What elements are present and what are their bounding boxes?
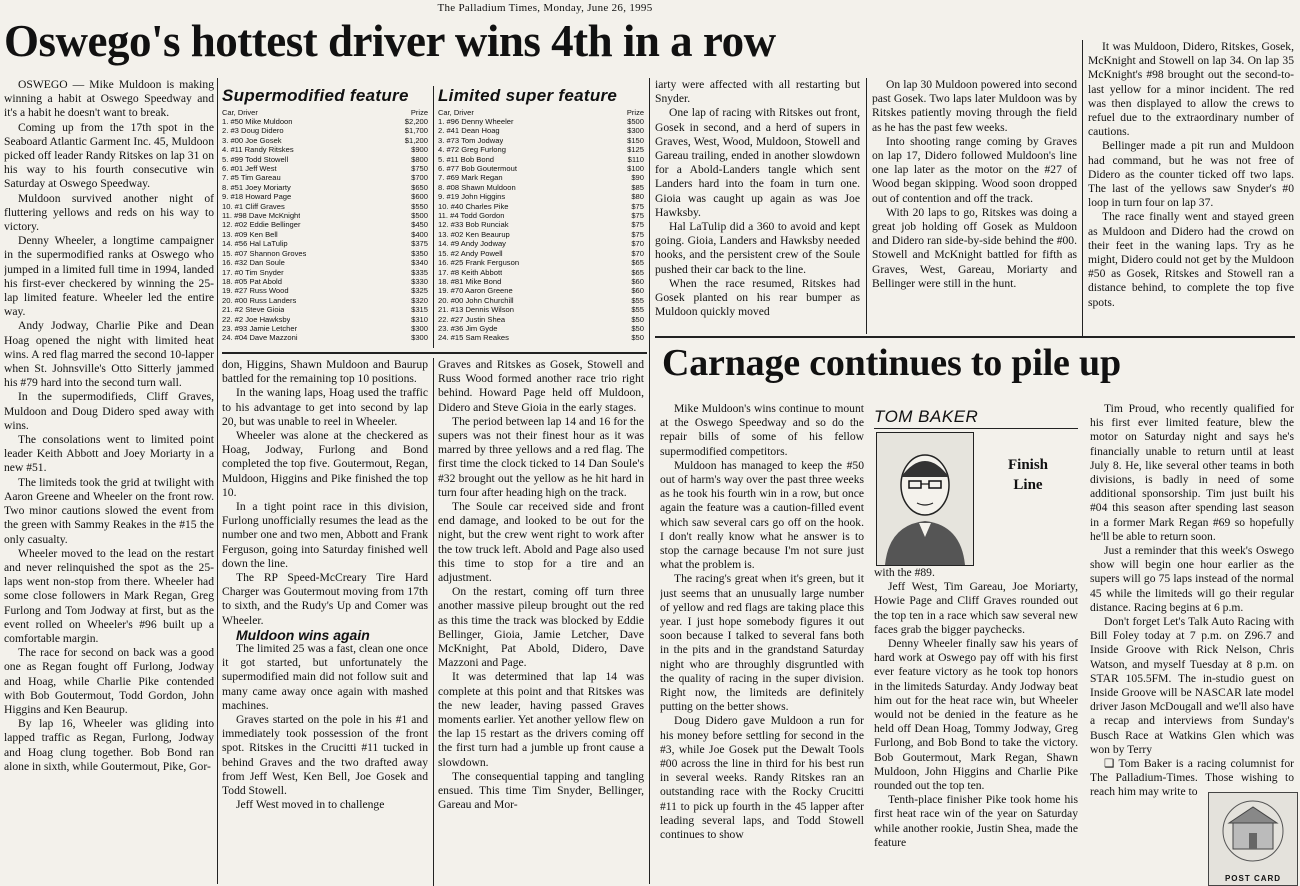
result-driver: 8. #51 Joey Moriarty <box>222 182 291 192</box>
result-driver: 24. #04 Dave Mazzoni <box>222 333 298 343</box>
paragraph: Graves started on the pole in his #1 and immediately took possession of the front spot. Ritskes in the Crucitti #11 tucked in behind Graves and the two drafted away from Jeff West, Ken Bell, Joe Gosek and Todd Stowell. <box>222 713 428 798</box>
result-driver: 17. #8 Keith Abbott <box>438 267 503 277</box>
result-prize: $125 <box>627 145 644 155</box>
result-prize: $75 <box>631 220 644 230</box>
result-prize: $75 <box>631 229 644 239</box>
result-prize: $375 <box>411 239 428 249</box>
result-row <box>438 173 644 182</box>
logo-line-2: Line <box>1013 477 1043 493</box>
result-prize: $650 <box>411 182 428 192</box>
result-row <box>222 333 428 342</box>
result-prize: $500 <box>627 117 644 126</box>
result-prize: $330 <box>411 276 428 286</box>
result-row <box>222 202 428 211</box>
result-prize: $75 <box>631 201 644 211</box>
result-row <box>222 296 428 305</box>
result-driver: 16. #25 Frank Ferguson <box>438 258 520 268</box>
result-row <box>222 268 428 277</box>
result-row <box>438 117 644 126</box>
subhead-muldoon-wins: Muldoon wins again <box>236 626 370 643</box>
col-header-prize: Prize <box>626 108 644 117</box>
result-row <box>222 145 428 154</box>
paragraph: On the restart, coming off turn three another massive pileup brought out the red as this time the track was blocked by Eddie Bellinger, Gioia, Jamie Letcher, Dave McKnight, Pat Abold, Didero, Dave Mazzoni and Page. <box>438 585 644 670</box>
result-row <box>438 183 644 192</box>
paragraph: Mike Muldoon's wins continue to mount at the Oswego Speedway and so do the repair bills of some of his fellow supermodified competitors. <box>660 402 864 458</box>
result-row <box>222 305 428 314</box>
result-row <box>222 220 428 229</box>
result-prize: $700 <box>411 173 428 183</box>
result-driver: 15. #07 Shannon Groves <box>222 248 307 258</box>
result-row <box>438 333 644 342</box>
paragraph: Jeff West moved in to challenge <box>236 798 385 812</box>
paragraph: with the #89. <box>874 566 935 579</box>
result-prize: $85 <box>631 182 644 192</box>
result-driver: 13. #09 Ken Bell <box>222 229 278 239</box>
result-row <box>222 164 428 173</box>
result-row <box>222 315 428 324</box>
result-driver: 12. #33 Bob Runciak <box>438 220 509 230</box>
result-driver: 5. #99 Todd Stowell <box>222 154 289 164</box>
result-driver: 15. #2 Andy Powell <box>438 248 503 258</box>
result-driver: 6. #77 Bob Goutermout <box>438 164 517 174</box>
col-header-car: Car, Driver <box>222 108 258 117</box>
article-column-4 <box>655 78 860 336</box>
result-row <box>438 305 644 314</box>
result-row <box>222 286 428 295</box>
result-row <box>438 324 644 333</box>
paragraph: Muldoon survived another night of fluttering yellows and reds on his way to victory. <box>4 191 214 234</box>
result-driver: 24. #15 Sam Reakes <box>438 333 509 343</box>
result-prize: $55 <box>631 295 644 305</box>
finish-line-logo <box>978 455 1078 495</box>
result-prize: $80 <box>631 192 644 202</box>
result-prize: $335 <box>411 267 428 277</box>
result-driver: 18. #05 Pat Abold <box>222 276 282 286</box>
result-prize: $60 <box>631 276 644 286</box>
result-row <box>222 249 428 258</box>
paragraph: Bellinger made a pit run and Muldoon had command, but he was not free of Didero as the counter ticked off two laps. The last of the yellows saw Snyder's #0 loop in turn four on lap 37. <box>1088 139 1294 210</box>
paragraph: In a tight point race in this division, Furlong unofficially resumes the lead as the number one and two men, Abbott and Frank Ferguson, going into Saturday finished well down the line. <box>222 500 428 570</box>
result-prize: $55 <box>631 305 644 315</box>
article-column-6 <box>1088 40 1294 336</box>
result-prize: $75 <box>631 211 644 221</box>
result-prize: $65 <box>631 258 644 268</box>
paragraph: The consolations went to limited point leader Keith Abbott and Joey Moriarty in a new #51. <box>4 433 214 475</box>
result-row <box>438 202 644 211</box>
limited-results-box <box>438 86 644 348</box>
result-row <box>438 249 644 258</box>
result-prize: $100 <box>627 164 644 174</box>
limited-results-list <box>438 117 644 343</box>
result-prize: $60 <box>631 286 644 296</box>
result-driver: 11. #98 Dave McKnight <box>222 211 301 221</box>
column-divider <box>866 78 867 334</box>
result-prize: $320 <box>411 295 428 305</box>
paragraph: Don't forget Let's Talk Auto Racing with Bill Foley today at 7 p.m. on Z96.7 and Inside Groove with Rick Nelson, Chris Watson, and myself Tuesday at 8 p.m. on STAR 105.5FM. The in-studio guest on Inside Groove will be NASCAR late model driver Jason McDougall and we'll also have a recap and interviews from Sunday's Busch Race at Watkins Glen which was won by Terry <box>1090 615 1294 756</box>
article-column-2 <box>222 358 428 886</box>
paragraph: Denny Wheeler, a longtime campaigner in the supermodified ranks at Oswego who jumped in a limited full time in 1994, landed his first-ever checkered by winning the 25-lap limited feature. Wheeler led the entire way. <box>4 234 214 319</box>
result-row <box>438 145 644 154</box>
result-driver: 18. #81 Mike Bond <box>438 276 502 286</box>
article-column-1 <box>4 78 214 886</box>
paragraph: Doug Didero gave Muldoon a run for his money before settling for second in the #3, while Joe Gosek put the Dewalt Tools #00 across the line in third for his best run in several weeks. Randy Ritskes ran an outstanding race with the Rocky Crucitti #11 to pick up fourth in the 45 lapper after leading several laps, and Todd Stowell continues to show <box>660 714 864 842</box>
paragraph: It was Muldoon, Didero, Ritskes, Gosek, McKnight and Stowell on lap 34. On lap 35 McKnight's #98 brought out the second-to-last yellow for a minor incident. The red was then displayed to allow the crews to refuel due to the extraordinary number of cautions. <box>1088 40 1294 139</box>
column-divider <box>649 78 650 884</box>
result-driver: 12. #02 Eddie Bellinger <box>222 220 301 230</box>
paragraph: Jeff West, Tim Gareau, Joe Moriarty, Howie Page and Cliff Graves rounded out the top ten in a race which saw several new faces grab the bigger paychecks. <box>874 580 1078 636</box>
result-driver: 4. #11 Randy Ritskes <box>222 145 294 155</box>
result-driver: 23. #36 Jim Gyde <box>438 323 498 333</box>
result-row <box>438 155 644 164</box>
box-bottom-rule <box>222 352 647 354</box>
result-prize: $310 <box>411 314 428 324</box>
supermodified-results-box <box>222 86 428 348</box>
paragraph: Tenth-place finisher Pike took home his first heat race win of the year on Saturday while another rookie, Justin Shea, made the feature <box>874 793 1078 849</box>
paragraph: Muldoon has managed to keep the #50 out of harm's way over the past three weeks as he took his fourth win in a row, but once again the feature was a caution-filled event which saw several cars go off on the hook. I don't really know what he answer is to stop the carnage because I'm not sure just what the problem is. <box>660 458 864 572</box>
result-prize: $450 <box>411 220 428 230</box>
result-driver: 7. #5 Tim Gareau <box>222 173 281 183</box>
paragraph: The RP Speed-McCreary Tire Hard Charger was Goutermout moving from 17th to sixth, and the Rudy's Up and Comer was Wheeler. <box>222 571 428 627</box>
paragraph: don, Higgins, Shawn Muldoon and Baurup battled for the remaining top 10 positions. <box>222 358 428 386</box>
result-row <box>438 239 644 248</box>
result-prize: $350 <box>411 248 428 258</box>
logo-line-1: Finish <box>1007 457 1049 473</box>
result-prize: $400 <box>411 229 428 239</box>
result-prize: $50 <box>631 333 644 343</box>
result-prize: $300 <box>411 333 428 343</box>
result-prize: $300 <box>627 126 644 136</box>
supermodified-title: Supermodified feature <box>222 86 409 105</box>
paragraph: The period between lap 14 and 16 for the supers was not their finest hour as it was marred by three yellows and a red flag. The first time the clock ticked to 14 Dan Soule's #32 brought out the yellow as he hit hard in turn four after heading high on the track. <box>438 414 644 499</box>
result-row <box>222 192 428 201</box>
paragraph: Coming up from the 17th spot in the Seaboard Atlantic Garment Inc. 45, Muldoon picked off leader Randy Ritskes on lap 31 on his way to his fourth consecutive win Saturday at Oswego Speedway. <box>4 120 214 191</box>
paragraph: It was determined that lap 14 was complete at this point and that Ritskes was the new leader, having passed Graves moments earlier. Yet another yellow flew on the lap 15 restart as the drivers coming off the first turn had a jumble up front cause a slowdown. <box>438 670 644 769</box>
result-driver: 9. #18 Howard Page <box>222 192 292 202</box>
result-row <box>222 136 428 145</box>
result-prize: $50 <box>631 323 644 333</box>
result-prize: $325 <box>411 286 428 296</box>
result-row <box>222 258 428 267</box>
paragraph: With 20 laps to go, Ritskes was doing a great job holding off Gosek as Muldoon and Didero ran side-by-side behind the #00. Stowell and McKnight battled for fifth as Graves, West, Gareau, Moriarty and Bellinger were still in the hunt. <box>872 205 1077 290</box>
article-column-3 <box>438 358 644 886</box>
result-driver: 1. #50 Mike Muldoon <box>222 117 293 126</box>
result-driver: 3. #00 Joe Gosek <box>222 135 282 145</box>
paragraph: Denny Wheeler finally saw his years of hard work at Oswego pay off with his first ever feature victory as he took top honors in the limiteds Saturday. Andy Jodway beat him out for the heat race win, but Wheeler would not be denied in the feature as he held off Dean Hoag, Tommy Jodway, Greg Furlong, and Bob Bond to take the victory. Bob Goutermout, Mark Regan, Shawn Muldoon, John Higgins and Charlie Pike rounded out the top ten. <box>874 637 1078 793</box>
result-driver: 13. #02 Ken Beaurup <box>438 229 510 239</box>
column-divider <box>1082 40 1083 336</box>
result-driver: 9. #19 John Higgins <box>438 192 506 202</box>
result-row <box>438 315 644 324</box>
paragraph: One lap of racing with Ritskes out front, Gosek in second, and a herd of supers in Graves, West, Wood, Muldoon, Stowell and Gareau trailing, ended in another slowdown for a Abold-Landers tangle which sent Landers hard into the foam in turn one. Gioia was caught up again as was Joe Hawksby. <box>655 106 860 219</box>
result-prize: $800 <box>411 154 428 164</box>
result-row <box>222 239 428 248</box>
result-driver: 7. #69 Mark Regan <box>438 173 503 183</box>
post-card-stamp <box>1208 792 1298 886</box>
result-driver: 2. #3 Doug Didero <box>222 126 284 136</box>
result-prize: $90 <box>631 173 644 183</box>
paragraph: The limiteds took the grid at twilight with Aaron Greene and Wheeler on the front row. Two minor cautions slowed the event from the green with Sammy Reakes in the #15 the only casualty. <box>4 475 214 546</box>
paragraph: By lap 16, Wheeler was gliding into lapped traffic as Regan, Furlong, Jodway and Hoag clung together. Bob Bond ran alone in sixth, while Goutermout, Pike, Gor- <box>4 717 214 773</box>
result-row <box>222 155 428 164</box>
result-row <box>222 277 428 286</box>
result-driver: 22. #2 Joe Hawksby <box>222 314 291 324</box>
paragraph: Hal LaTulip did a 360 to avoid and kept going. Gioia, Landers and Hawksby needed hooks, and the persistent crew of the Soule pushed their car back to the line. <box>655 220 860 276</box>
paragraph: Andy Jodway, Charlie Pike and Dean Hoag opened the night with limited heat wins. A red flag marred the second 10-lapper when St. Johnsville's Otto Sitterly jammed his #79 hard into the second turn wall. <box>4 319 214 390</box>
article-column-5 <box>872 78 1077 336</box>
paragraph: The race for second on back was a good one as Regan fought off Furlong, Jodway and Hoag, while Charlie Pike contended with Bob Goutermout, Todd Gordon, John Higgins and Ken Beaurup. <box>4 646 214 716</box>
paragraph: ❑ Tom Baker is a racing columnist for The Palladium-Times. Those wishing to reach him may write to <box>1090 757 1294 799</box>
result-driver: 14. #56 Hal LaTulip <box>222 239 288 249</box>
paragraph: The race finally went and stayed green as Muldoon and Didero had the crowd on their feet in the waning laps. Try as he might, Didero could not get by the Muldoon #50 as Gosek, Ritskes and Stowell ran a distance behind, to complete the top five spots. <box>1088 210 1294 309</box>
result-driver: 5. #11 Bob Bond <box>438 154 495 164</box>
paragraph: Wheeler was alone at the checkered as Hoag, Jodway, Furlong and Bond completed the top five. Goutermout, Regan, Muldoon, Higgins and Pike finished the top 10. <box>222 429 428 499</box>
byline: TOM BAKER <box>874 407 979 426</box>
result-row <box>438 220 644 229</box>
result-driver: 21. #13 Dennis Wilson <box>438 305 514 315</box>
result-driver: 14. #9 Andy Jodway <box>438 239 506 249</box>
paragraph: The racing's great when it's green, but it just seems that an unusually large number of yellow and red flags are taking place this year. I just hope somebody figures it out soon because I talked to several fans both in the pits and in the grandstand Saturday night who are throughly disgruntled with the quality of racing in the super division. Right now, the limiteds are definitely putting on the better shows. <box>660 572 864 714</box>
paragraph: Wheeler moved to the lead on the restart and never relinquished the spot as the 25-laps went non-stop from there. Wheeler had some close followers in Mark Regan, Greg Furlong and Tom Jodway at first, but as the event rolled on Wheeler's #96 built up a comfortable margin. <box>4 546 214 645</box>
result-driver: 6. #01 Jeff West <box>222 164 277 174</box>
result-driver: 22. #27 Justin Shea <box>438 314 506 324</box>
result-driver: 1. #96 Denny Wheeler <box>438 117 514 126</box>
result-driver: 10. #1 Cliff Graves <box>222 201 285 211</box>
result-driver: 21. #2 Steve Gioia <box>222 305 285 315</box>
result-prize: $750 <box>411 164 428 174</box>
result-row <box>438 258 644 267</box>
result-row <box>438 164 644 173</box>
column-divider <box>217 78 218 884</box>
paragraph: When the race resumed, Ritskes had Gosek planted on his rear bumper as Muldoon quickly moved <box>655 276 860 319</box>
result-driver: 2. #41 Dean Hoag <box>438 126 500 136</box>
result-row <box>438 230 644 239</box>
paragraph: In the waning laps, Hoag used the traffic to his advantage to get into second by lap 20, but was unable to reel in Wheeler. <box>222 386 428 428</box>
paragraph: The limited 25 was a fast, clean one once it got started, but unfortunately the supermodified main did not follow suit and many came away once again with mashed machines. <box>222 642 428 712</box>
result-prize: $315 <box>411 305 428 315</box>
paragraph: iarty were affected with all restarting but Snyder. <box>655 78 860 106</box>
result-row <box>222 173 428 182</box>
result-prize: $110 <box>627 154 644 164</box>
result-row <box>222 211 428 220</box>
paragraph: Graves and Ritskes as Gosek, Stowell and Russ Wood formed another race trio right behind. Howard Page held off Muldoon, Didero and Steve Gioia in the early stages. <box>438 358 644 414</box>
paragraph: Just a reminder that this week's Oswego show will begin one hour earlier as the supers will go 75 laps instead of the normal 45 while the limiteds will go their regular distance. Racing begins at 6 p.m. <box>1090 544 1294 614</box>
result-prize: $65 <box>631 267 644 277</box>
result-row <box>222 324 428 333</box>
result-row <box>438 192 644 201</box>
result-prize: $70 <box>631 239 644 249</box>
result-driver: 20. #00 Russ Landers <box>222 295 297 305</box>
result-prize: $300 <box>411 323 428 333</box>
limited-title: Limited super feature <box>438 86 618 105</box>
result-prize: $550 <box>411 201 428 211</box>
paragraph: The consequential tapping and tangling ensued. This time Tim Snyder, Bellinger, Gareau and Mor- <box>438 769 644 812</box>
main-headline: Oswego's hottest driver wins 4th in a row <box>4 16 776 66</box>
paragraph: In the supermodifieds, Cliff Graves, Muldoon and Doug Didero sped away with wins. <box>4 390 214 432</box>
result-driver: 16. #32 Dan Soule <box>222 258 285 268</box>
result-row <box>438 211 644 220</box>
stamp-label: POST CARD <box>1224 874 1282 883</box>
result-prize: $1,200 <box>404 135 428 145</box>
column-article-col-2 <box>874 566 1078 886</box>
result-driver: 17. #0 Tim Snyder <box>222 267 284 277</box>
paragraph: The Soule car received side and front end damage, and looked to be out for the night, but the crew went right to work after the tow truck left. Abold and Page also used this time to stop for a tire and an adjustment. <box>438 500 644 585</box>
result-driver: 4. #72 Greg Furlong <box>438 145 506 155</box>
paragraph: OSWEGO — Mike Muldoon is making winning a habit at Oswego Speedway and it's a habit he doesn't want to break. <box>4 78 214 120</box>
result-driver: 8. #08 Shawn Muldoon <box>438 182 516 192</box>
result-prize: $2,200 <box>404 117 428 126</box>
result-driver: 19. #27 Russ Wood <box>222 286 289 296</box>
paragraph: Tim Proud, who recently qualified for his first ever limited feature, blew the motor on Saturday night and says he's financially unable to return until at least July 8. He, like several other teams in both divisions, is badly in need of some additional sponsorship. Tim just built his #04 this season after spending last season in a former Mark Regan #69 so hopefully he'll be able to return soon. <box>1090 402 1294 543</box>
result-driver: 11. #4 Todd Gordon <box>438 211 505 221</box>
result-prize: $70 <box>631 248 644 258</box>
column-article-col-1 <box>660 402 864 886</box>
columnist-photo <box>876 432 974 566</box>
col-header-prize: Prize <box>410 108 428 117</box>
result-driver: 23. #93 Jamie Letcher <box>222 323 298 333</box>
result-row <box>222 117 428 126</box>
supermodified-results-list <box>222 117 428 343</box>
paragraph: On lap 30 Muldoon powered into second past Gosek. Two laps later Muldoon was by Ritskes patiently moving through the field as he has the past few weeks. <box>872 78 1077 134</box>
col-header-car: Car, Driver <box>438 108 474 117</box>
result-prize: $150 <box>627 135 644 145</box>
masthead: The Palladium Times, Monday, June 26, 1995 <box>437 2 653 14</box>
result-row <box>438 296 644 305</box>
result-prize: $1,700 <box>404 126 428 136</box>
result-row <box>222 230 428 239</box>
result-row <box>438 268 644 277</box>
result-driver: 3. #73 Tom Jodway <box>438 135 504 145</box>
column-divider <box>433 86 434 348</box>
second-headline: Carnage continues to pile up <box>662 342 1121 384</box>
result-prize: $600 <box>411 192 428 202</box>
result-row <box>222 183 428 192</box>
result-driver: 20. #00 John Churchill <box>438 295 514 305</box>
result-row <box>438 126 644 135</box>
result-driver: 10. #40 Charles Pike <box>438 201 509 211</box>
result-row <box>222 126 428 135</box>
byline-rule <box>874 428 1078 429</box>
result-prize: $900 <box>411 145 428 155</box>
result-row <box>438 286 644 295</box>
paragraph: Into shooting range coming by Graves on lap 17, Didero followed Muldoon's line one lap later as the motor on the #27 of Wood began skipping. Wood soon dropped out of contention and off the track. <box>872 134 1077 205</box>
result-row <box>438 277 644 286</box>
result-prize: $340 <box>411 258 428 268</box>
column-divider <box>433 358 434 886</box>
result-driver: 19. #70 Aaron Greene <box>438 286 513 296</box>
result-prize: $500 <box>411 211 428 221</box>
result-row <box>438 136 644 145</box>
result-prize: $50 <box>631 314 644 324</box>
